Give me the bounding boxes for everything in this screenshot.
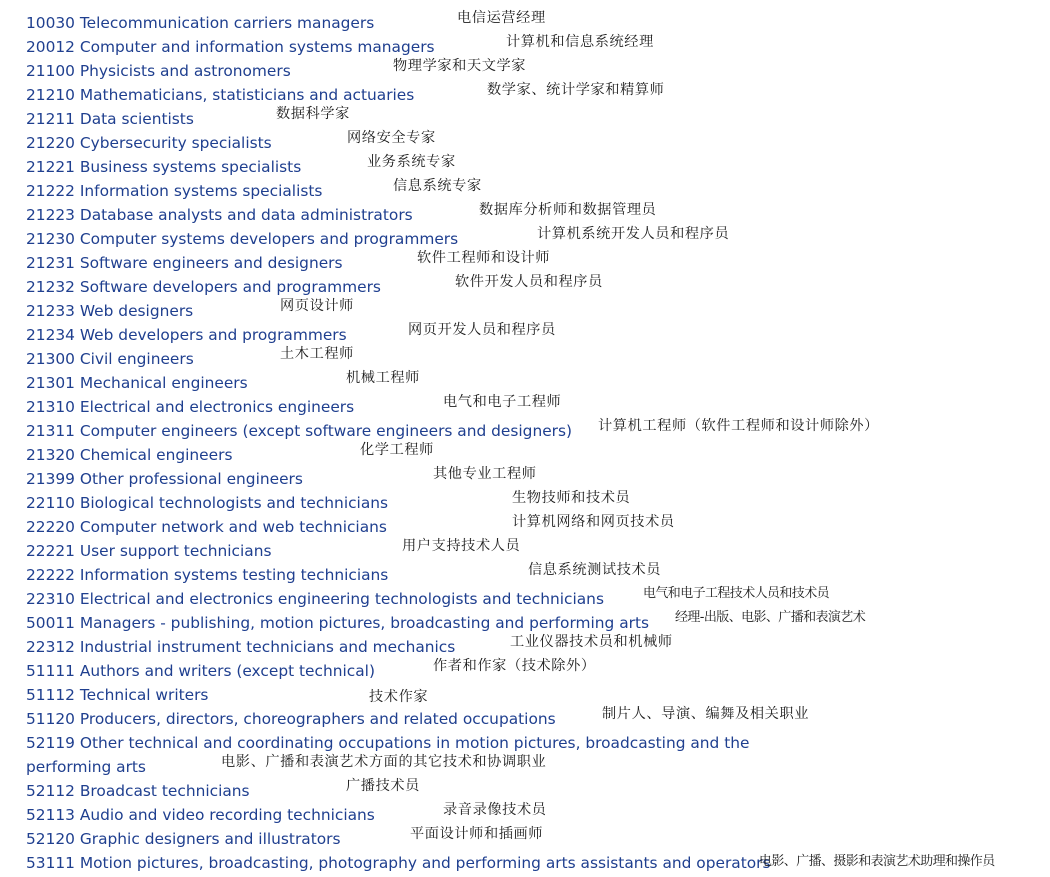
occupation-zh: 工业仪器技术员和机械师 <box>510 634 673 650</box>
occupation-zh: 技术作家 <box>369 689 429 705</box>
occupation-zh: 计算机网络和网页技术员 <box>512 514 675 530</box>
occupation-zh: 软件工程师和设计师 <box>417 250 551 266</box>
occupation-en: 20012 Computer and information systems managers <box>26 38 435 56</box>
occupation-en: 22221 User support technicians <box>26 542 272 560</box>
occupation-en: 21100 Physicists and astronomers <box>26 62 291 80</box>
occupation-zh: 网页设计师 <box>280 298 354 314</box>
occupation-en: 21233 Web designers <box>26 302 194 320</box>
occupation-zh: 电影、广播、摄影和表演艺术助理和操作员 <box>759 854 995 869</box>
occupation-en: 51111 Authors and writers (except technical) <box>26 662 375 680</box>
occupation-zh: 网页开发人员和程序员 <box>408 322 556 338</box>
occupation-zh: 录音录像技术员 <box>443 802 547 818</box>
occupation-zh: 经理-出版、电影、广播和表演艺术 <box>675 610 866 625</box>
occupation-zh: 机械工程师 <box>346 370 420 386</box>
occupation-en: 10030 Telecommunication carriers managers <box>26 14 375 32</box>
occupation-zh: 广播技术员 <box>346 778 420 794</box>
occupation-en: 50011 Managers - publishing, motion pictures, broadcasting and performing arts <box>26 614 650 632</box>
occupation-zh: 制片人、导演、编舞及相关职业 <box>602 706 810 722</box>
occupation-en: 22312 Industrial instrument technicians and mechanics <box>26 638 456 656</box>
occupation-zh: 电气和电子工程师 <box>443 394 562 410</box>
occupation-en: 22310 Electrical and electronics engineering technologists and technicians <box>26 590 604 608</box>
occupation-zh: 数据科学家 <box>276 106 350 122</box>
occupation-zh: 信息系统专家 <box>393 178 482 194</box>
occupation-zh: 化学工程师 <box>360 442 434 458</box>
occupation-en-continuation: performing arts <box>26 758 146 776</box>
occupation-en: 21210 Mathematicians, statisticians and actuaries <box>26 86 415 104</box>
occupation-en: 21234 Web developers and programmers <box>26 326 347 344</box>
occupation-en: 21301 Mechanical engineers <box>26 374 248 392</box>
occupation-zh: 数据库分析师和数据管理员 <box>479 202 657 218</box>
occupation-zh: 电气和电子工程技术人员和技术员 <box>643 586 830 601</box>
occupation-zh: 业务系统专家 <box>367 154 456 170</box>
occupation-en: 52112 Broadcast technicians <box>26 782 250 800</box>
occupation-en: 21221 Business systems specialists <box>26 158 302 176</box>
occupation-en: 22220 Computer network and web technicians <box>26 518 387 536</box>
occupation-zh: 网络安全专家 <box>347 130 436 146</box>
occupation-en: 51112 Technical writers <box>26 686 209 704</box>
occupation-en: 21222 Information systems specialists <box>26 182 323 200</box>
occupation-zh: 计算机工程师（软件工程师和设计师除外） <box>598 418 879 434</box>
occupation-zh: 生物技师和技术员 <box>512 490 631 506</box>
occupation-en: 53111 Motion pictures, broadcasting, photography and performing arts assistants and operators <box>26 854 771 872</box>
occupation-en: 21223 Database analysts and data administrators <box>26 206 413 224</box>
occupation-zh: 物理学家和天文学家 <box>393 58 527 74</box>
occupation-en: 51120 Producers, directors, choreographers and related occupations <box>26 710 556 728</box>
occupation-zh: 电信运营经理 <box>457 10 546 26</box>
occupation-en: 21320 Chemical engineers <box>26 446 233 464</box>
occupation-en: 21231 Software engineers and designers <box>26 254 343 272</box>
occupation-en: 21310 Electrical and electronics engineers <box>26 398 355 416</box>
occupation-zh: 信息系统测试技术员 <box>528 562 662 578</box>
occupation-zh: 作者和作家（技术除外） <box>433 658 596 674</box>
occupation-en: 21399 Other professional engineers <box>26 470 303 488</box>
occupation-zh: 软件开发人员和程序员 <box>455 274 603 290</box>
occupation-en: 52119 Other technical and coordinating occupations in motion pictures, broadcasting and the <box>26 734 750 752</box>
occupation-en: 21300 Civil engineers <box>26 350 194 368</box>
occupation-en: 52113 Audio and video recording technicians <box>26 806 375 824</box>
occupation-zh: 数学家、统计学家和精算师 <box>487 82 665 98</box>
occupation-zh: 其他专业工程师 <box>433 466 537 482</box>
occupation-zh: 土木工程师 <box>280 346 354 362</box>
occupation-en: 22222 Information systems testing technicians <box>26 566 389 584</box>
occupation-en: 21220 Cybersecurity specialists <box>26 134 272 152</box>
occupation-zh: 用户支持技术人员 <box>402 538 521 554</box>
occupation-en: 21211 Data scientists <box>26 110 194 128</box>
occupation-en: 21230 Computer systems developers and programmers <box>26 230 459 248</box>
occupation-en: 21232 Software developers and programmers <box>26 278 381 296</box>
occupation-en: 22110 Biological technologists and technicians <box>26 494 389 512</box>
occupation-zh: 电影、广播和表演艺术方面的其它技术和协调职业 <box>221 754 547 770</box>
occupation-zh: 计算机和信息系统经理 <box>506 34 654 50</box>
occupation-en: 21311 Computer engineers (except software engineers and designers) <box>26 422 573 440</box>
occupation-en: 52120 Graphic designers and illustrators <box>26 830 341 848</box>
occupation-zh: 计算机系统开发人员和程序员 <box>537 226 730 242</box>
occupation-zh: 平面设计师和插画师 <box>410 826 544 842</box>
